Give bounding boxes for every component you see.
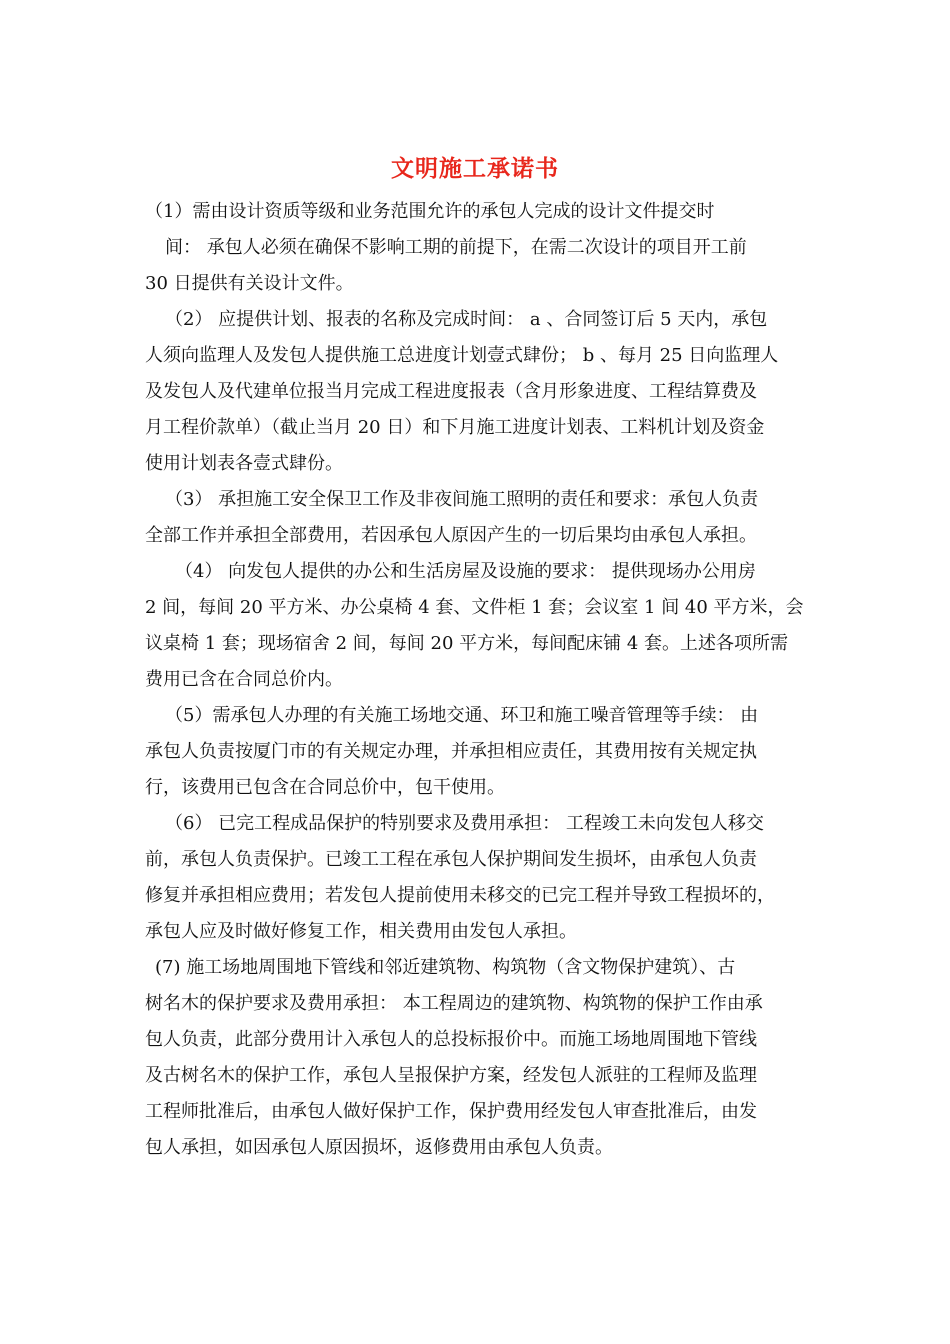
text-line-8: 使用计划表各壹式肆份。: [145, 453, 343, 474]
text-line-26: 工程师批准后，由承包人做好保护工作，保护费用经发包人审查批准后，由发: [145, 1101, 757, 1122]
text-line-7: 月工程价款单）（截止当月 20 日）和下月施工进度计划表、工料机计划及资金: [145, 417, 765, 438]
text-line-4: （2） 应提供计划、报表的名称及完成时间： a 、合同签订后 5 天内，承包: [165, 309, 768, 330]
text-line-18: （6） 已完工程成品保护的特别要求及费用承担： 工程竣工未向发包人移交: [165, 813, 764, 834]
text-line-13: 议桌椅 1 套；现场宿舍 2 间，每间 20 平方米，每间配床铺 4 套。上述各项所需: [145, 633, 789, 654]
text-line-1: （1）需由设计资质等级和业务范围允许的承包人完成的设计文件提交时: [145, 201, 715, 222]
text-line-16: 承包人负责按厦门市的有关规定办理，并承担相应责任，其费用按有关规定执: [145, 741, 757, 762]
text-line-22: (7) 施工场地周围地下管线和邻近建筑物、构筑物（含文物保护建筑）、古: [155, 957, 736, 978]
text-line-14: 费用已含在合同总价内。: [145, 669, 343, 690]
text-line-2: 间： 承包人必须在确保不影响工期的前提下，在需二次设计的项目开工前: [165, 237, 747, 258]
text-line-12: 2 间，每间 20 平方米、办公桌椅 4 套、文件柜 1 套；会议室 1 间 40 平方米，会: [145, 597, 804, 618]
text-line-17: 行，该费用已包含在合同总价中，包干使用。: [145, 777, 505, 798]
text-line-21: 承包人应及时做好修复工作，相关费用由发包人承担。: [145, 921, 577, 942]
text-line-5: 人须向监理人及发包人提供施工总进度计划壹式肆份； b 、每月 25 日向监理人: [145, 345, 779, 366]
text-line-19: 前，承包人负责保护。已竣工工程在承包人保护期间发生损坏，由承包人负责: [145, 849, 757, 870]
text-line-10: 全部工作并承担全部费用，若因承包人原因产生的一切后果均由承包人承担。: [145, 525, 757, 546]
text-line-20: 修复并承担相应费用；若发包人提前使用未移交的已完工程并导致工程损坏的，: [145, 885, 775, 906]
text-line-27: 包人承担，如因承包人原因损坏，返修费用由承包人负责。: [145, 1137, 613, 1158]
text-line-24: 包人负责，此部分费用计入承包人的总投标报价中。而施工场地周围地下管线: [145, 1029, 757, 1050]
text-line-11: （4） 向发包人提供的办公和生活房屋及设施的要求： 提供现场办公用房: [175, 561, 756, 582]
text-line-23: 树名木的保护要求及费用承担： 本工程周边的建筑物、构筑物的保护工作由承: [145, 993, 763, 1014]
text-line-25: 及古树名木的保护工作，承包人呈报保护方案，经发包人派驻的工程师及监理: [145, 1065, 757, 1086]
text-line-3: 30 日提供有关设计文件。: [145, 273, 354, 294]
text-line-9: （3） 承担施工安全保卫工作及非夜间施工照明的责任和要求：承包人负责: [165, 489, 759, 510]
document-title: 文明施工承诺书: [391, 155, 559, 182]
text-line-15: （5）需承包人办理的有关施工场地交通、环卫和施工噪音管理等手续： 由: [165, 705, 759, 726]
text-line-6: 及发包人及代建单位报当月完成工程进度报表（含月形象进度、工程结算费及: [145, 381, 757, 402]
